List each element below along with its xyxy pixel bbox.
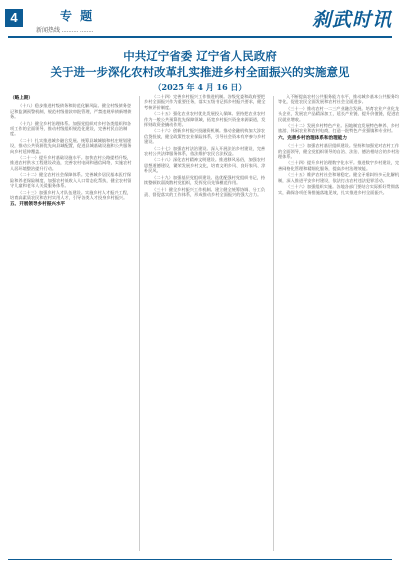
article-column-2 xyxy=(144,94,269,554)
paragraph: （十九）健全乡村治理体系。加强党组织对乡村各类组织和各项工作的全面领导，推动村级组织规范化建设，完善村民自治制度。 xyxy=(10,120,132,137)
paragraph: （三十一）推动农村一二三产业融合发展。培育农业产业化龙头企业，发展农产品精深加工，延长产业链、提升价值链，促进农民就业增收。 xyxy=(278,105,400,122)
section-title: 专 题 xyxy=(60,9,95,23)
column-divider xyxy=(273,96,274,551)
paragraph: （十八）稳步推进村级债务和防范化解风险。健全村级债务登记和监测预警机制，规范村级借款审批管理，严禁违规举债新增债务。 xyxy=(10,103,132,120)
paragraph: （三十）健全乡村振兴工作机制。建立健全统筹协调、分工负责、督促落实的工作体系，形成推动乡村全面振兴的强大合力。 xyxy=(144,186,266,197)
paragraph: （三十三）加强农村基层组织建设。坚持和加强党对农村工作的全面领导，健全党组织领导的自治、法治、德治相结合的乡村治理体系。 xyxy=(278,143,400,160)
article-title-line1: 中共辽宁省委 辽宁省人民政府 xyxy=(123,49,277,63)
article-column-1 xyxy=(10,94,135,554)
paragraph: （二十四）完善乡村振兴工作推进机制。各级党委和政府要把乡村全面振兴作为重要任务，落实五级书记抓乡村振兴要求，健全考核评价制度。 xyxy=(144,94,266,110)
paragraph: （二十三）加强乡村人才队伍建设。实施乡村人才振兴工程，培育高素质农民和农村实用人才，引导各类人才投身乡村振兴。 xyxy=(10,189,132,200)
paragraph: （三十五）维护农村社会和谐稳定。健全矛盾纠纷多元化解机制，深入推进平安乡村建设，依法打击农村违法犯罪活动。 xyxy=(278,172,400,183)
paragraph: （二十六）创新乡村振兴投融资机制。推动金融机构加大涉农信贷投放，健全政策性农业保险体系，引导社会资本有序参与乡村建设。 xyxy=(144,128,266,145)
section-heading: （略上期） xyxy=(10,96,33,101)
top-bar xyxy=(0,0,400,36)
paragraph: （二十一）提升乡村基础设施水平。加快农村公路提档升级，推进农村供水工程建设改造，完善农村电网和通信网络，实施农村人居环境整治提升行动。 xyxy=(10,155,132,171)
hotline-text: 新闻热线 .......... ........ xyxy=(36,28,94,34)
footer-rule xyxy=(8,559,392,560)
header-rule xyxy=(8,36,392,38)
paragraph: （二十二）健全农村社会保障体系。完善城乡居民基本医疗保险和养老保险制度，加强农村低收入人口常态化帮扶，健全农村留守儿童和老年人关爱服务体系。 xyxy=(10,172,132,189)
paragraph: （二十八）深化农村精神文明建设。推进移风易俗，加强农村思想道德建设，繁荣发展乡村文化，培育文明乡风、良好家风、淳朴民风。 xyxy=(144,157,266,174)
paper-name: 刹武时讯 xyxy=(311,9,392,31)
article-column-3 xyxy=(278,94,400,554)
paragraph: （二十七）加强农村法治建设。深入开展法治乡村建设，完善农村公共法律服务体系，依法维护农民合法权益。 xyxy=(144,145,266,157)
paragraph: （二十五）强化农业农村优先发展投入保障。坚持把农业农村作为一般公共预算优先保障领域，拓宽乡村振兴资金来源渠道，发挥财政资金撬动作用。 xyxy=(144,111,266,128)
paragraph: （二十）扎实推进城乡融合发展。统筹县域城镇和村庄规划建设，推动公共资源优先向县域配置，促进县城基础设施和公共服务向乡村延伸覆盖。 xyxy=(10,137,132,154)
paragraph: （二十九）加强基层党组织建设。选优配强村党组织书记，持续整顿软弱涣散村党组织，发挥党员先锋模范作用。 xyxy=(144,174,266,186)
section-heading: 六、完善乡村治理体系和治理能力 xyxy=(278,135,347,141)
article-date: （2025 年 4 月 16 日） xyxy=(153,82,247,92)
paragraph: （三十二）发展乡村特色产业。因地制宜发展特色种养、乡村旅游、休闲农业和农村电商，打造一批特色产业强镇和专业村。 xyxy=(278,123,400,134)
section-heading: 五、开展领导乡村振兴水平 xyxy=(10,202,66,208)
page-number: 4 xyxy=(5,9,23,27)
article-title-line2: 关于进一步深化农村改革扎实推进乡村全面振兴的实施意见 xyxy=(50,65,350,79)
column-divider xyxy=(139,96,140,551)
paragraph: （三十四）提升乡村治理数字化水平。推进数字乡村建设，完善网格化管理和精细化服务，提高乡村治理效能。 xyxy=(278,160,400,171)
paragraph: 入不断提高农村公共服务能力水平，推动城乡基本公共服务均等化，促进农民全面发展和农村社会全面进步。 xyxy=(278,94,400,105)
paragraph: （三十六）加强组织实施。各地各部门要结合实际抓好贯彻落实，确保各项任务措施落地见效，扎实推进乡村全面振兴。 xyxy=(278,184,400,195)
